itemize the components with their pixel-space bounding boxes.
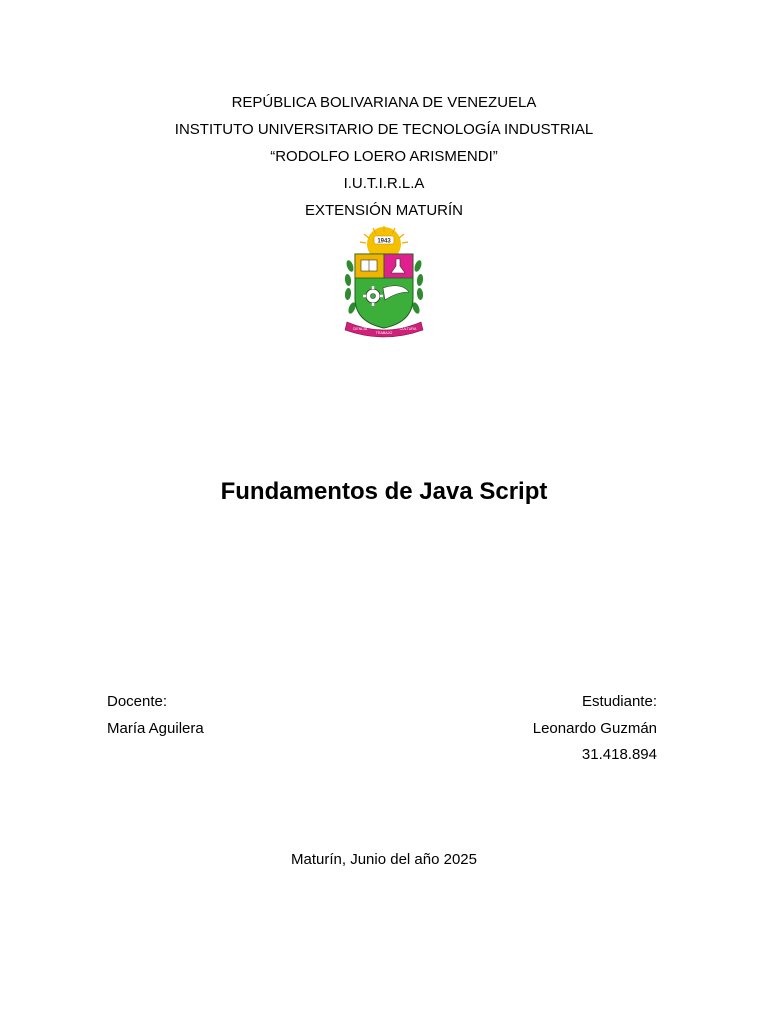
estudiante-block	[533, 689, 657, 769]
estudiante-id: 31.418.894	[581, 746, 657, 763]
document-title: Fundamentos de Java Script	[220, 478, 548, 505]
header-line-acronym: I.U.T.I.R.L.A	[343, 175, 425, 192]
emblem-year: 1943	[377, 238, 391, 245]
header-line-namesake: “RODOLFO LOERO ARISMENDI”	[270, 148, 498, 165]
institution-emblem	[343, 226, 425, 338]
motto-center: TRABAJO	[375, 331, 393, 335]
shield-icon	[355, 254, 413, 328]
header-line-country: REPÚBLICA BOLIVARIANA DE VENEZUELA	[231, 94, 537, 111]
header-line-institute: INSTITUTO UNIVERSITARIO DE TECNOLOGÍA INDUSTRIAL	[174, 121, 594, 138]
header-line-extension: EXTENSIÓN MATURÍN	[304, 202, 464, 219]
institution-header	[0, 89, 768, 224]
estudiante-name: Leonardo Guzmán	[532, 719, 657, 737]
estudiante-label: Estudiante:	[581, 693, 657, 710]
place-and-date: Maturín, Junio del año 2025	[291, 851, 477, 868]
docente-name: María Aguilera	[107, 719, 204, 737]
motto-right: CULTURA	[399, 327, 417, 331]
motto-left: CIENCIA	[352, 327, 368, 331]
docente-block	[107, 689, 204, 742]
docente-label: Docente:	[107, 693, 168, 710]
